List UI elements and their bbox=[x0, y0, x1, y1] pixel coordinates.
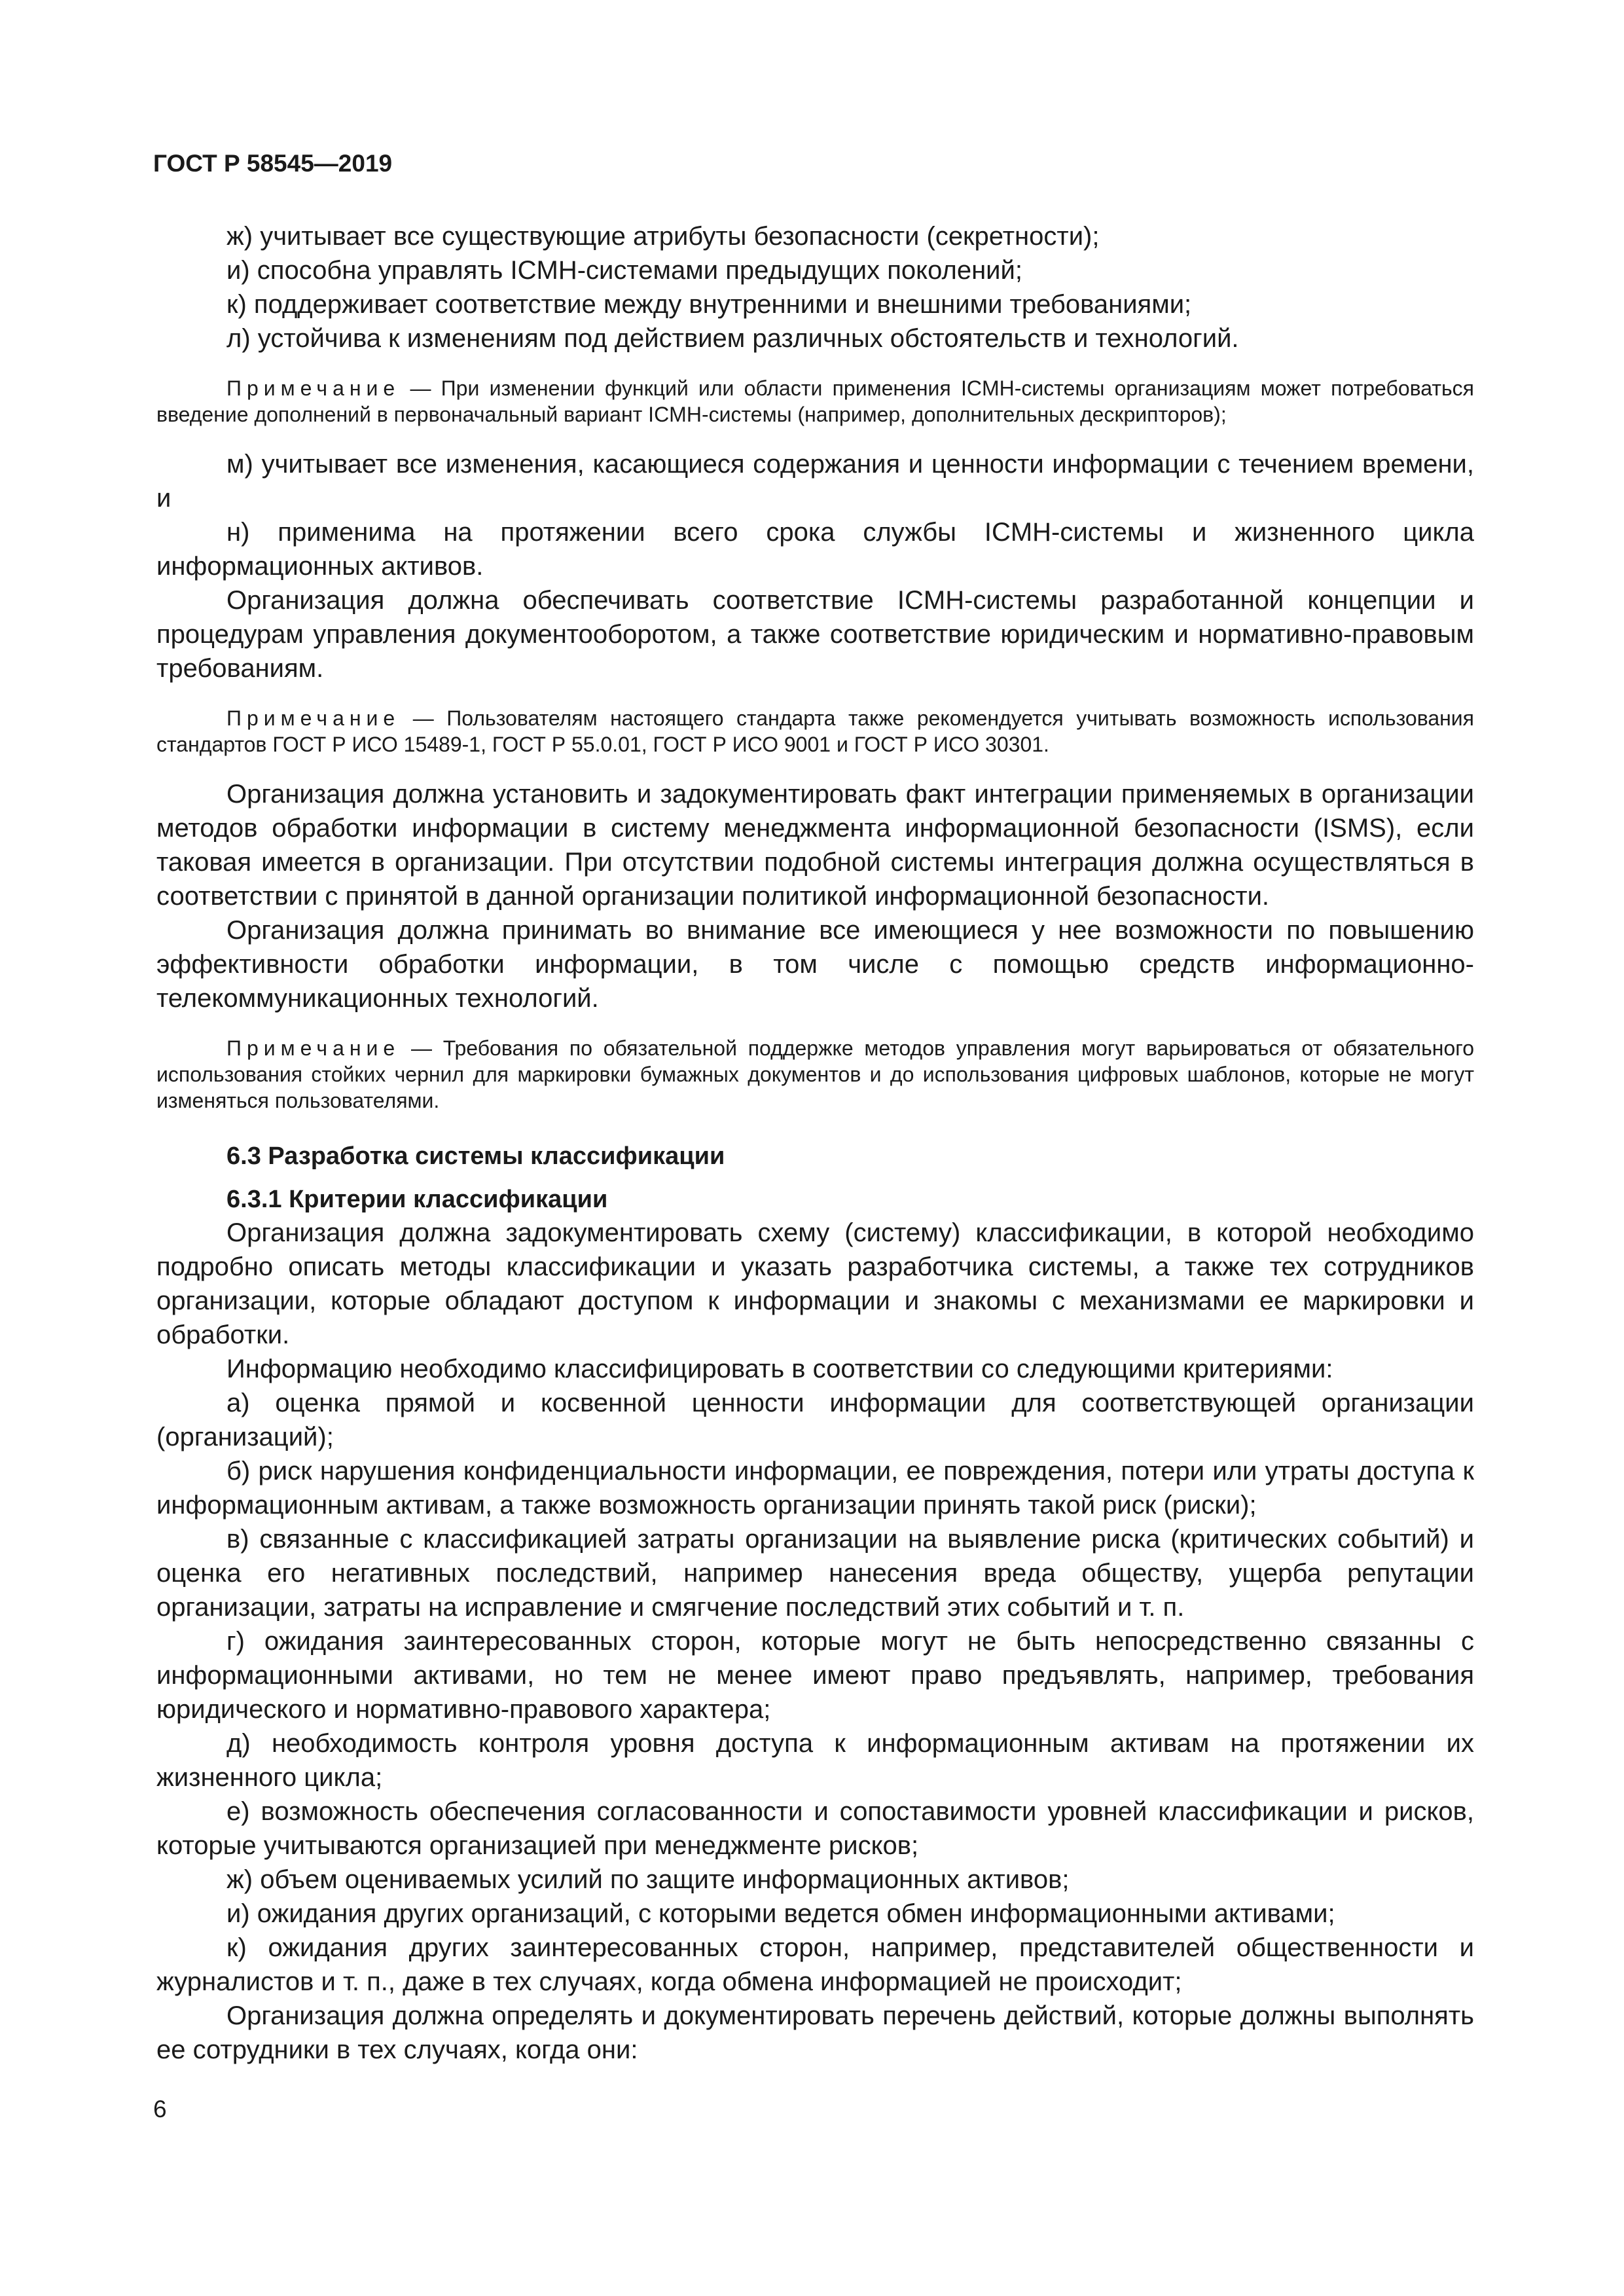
list-item: ж) объем оцениваемых усилий по защите информационных активов; bbox=[226, 1865, 1070, 1894]
note-label: Примечание bbox=[226, 376, 401, 400]
list-item: г) ожидания заинтересованных сторон, которые могут не быть непосредственно связанны с информационными активами, но тем не менее имеют право предъявлять, например, требования юридического и нормативно-правового характера; bbox=[156, 1627, 1474, 1724]
running-header: ГОСТ Р 58545—2019 bbox=[153, 150, 393, 177]
list-item: к) ожидания других заинтересованных сторон, например, представителей общественности и журналистов и т. п., даже в тех случаях, когда обмена информацией не происходит; bbox=[156, 1933, 1474, 1996]
list-item: н) применима на протяжении всего срока службы ICMH-системы и жизненного цикла информационных активов. bbox=[156, 518, 1474, 581]
paragraph: Организация должна определять и документировать перечень действий, которые должны выполнять ее сотрудники в тех случаях, когда они: bbox=[156, 2001, 1474, 2064]
note-3 bbox=[156, 1035, 1474, 1114]
list-item: б) риск нарушения конфиденциальности информации, ее повреждения, потери или утраты доступа к информационным активам, а также возможность организации принять такой риск (риски); bbox=[156, 1457, 1474, 1520]
paragraph: Информацию необходимо классифицировать в соответствии со следующими критериями: bbox=[226, 1355, 1333, 1383]
list-item: ж) учитывает все существующие атрибуты безопасности (секретности); bbox=[226, 222, 1100, 251]
paragraph: Организация должна задокументировать схему (систему) классификации, в которой необходимо подробно описать методы классификации и указать разработчика системы, а также тех сотрудников организации, которые обладают доступом к информации и знакомы с механизмами ее маркировки и обработки. bbox=[156, 1218, 1474, 1349]
note-text: — Требования по обязательной поддержке методов управления могут варьироваться от обязательного использования стойких чернил для маркировки бумажных документов и до использования цифровых шаблонов, которые не могут изменяться пользователями. bbox=[156, 1036, 1475, 1112]
note-text: — При изменении функций или области применения ICMH-системы организациям может потребоваться введение дополнений в первоначальный вариант ICMH-системы (например, дополнительных дескрипторов); bbox=[156, 376, 1475, 426]
list-item: а) оценка прямой и косвенной ценности информации для соответствующей организации (организаций); bbox=[156, 1389, 1474, 1451]
list-item: л) устойчива к изменениям под действием различных обстоятельств и технологий. bbox=[226, 324, 1239, 353]
page-number: 6 bbox=[153, 2096, 167, 2123]
subsection-heading: 6.3.1 Критерии классификации bbox=[226, 1186, 608, 1213]
note-text: — Пользователям настоящего стандарта также рекомендуется учитывать возможность использования стандартов ГОСТ Р ИСО 15489-1, ГОСТ Р 55.0.01, ГОСТ Р ИСО 9001 и ГОСТ Р ИСО 30301. bbox=[156, 706, 1475, 756]
page-body bbox=[156, 219, 1474, 2067]
list-item: м) учитывает все изменения, касающиеся содержания и ценности информации с течением времени, и bbox=[156, 450, 1474, 513]
list-item: к) поддерживает соответствие между внутренними и внешними требованиями; bbox=[226, 290, 1192, 319]
list-item: д) необходимость контроля уровня доступа к информационным активам на протяжении их жизненного цикла; bbox=[156, 1729, 1474, 1792]
note-2 bbox=[156, 705, 1474, 757]
list-item: в) связанные с классификацией затраты организации на выявление риска (критических событий) и оценка его негативных последствий, например нанесения вреда обществу, ущерба репутации организации, затраты на исправление и смягчение последствий этих событий и т. п. bbox=[156, 1525, 1474, 1622]
list-item: и) способна управлять ICMH-системами предыдущих поколений; bbox=[226, 256, 1022, 285]
paragraph: Организация должна обеспечивать соответствие ICMH-системы разработанной концепции и процедурам управления документооборотом, а также соответствие юридическим и нормативно-правовым требованиям. bbox=[156, 586, 1474, 683]
list-item: и) ожидания других организаций, с которыми ведется обмен информационными активами; bbox=[226, 1899, 1335, 1928]
note-label: Примечание bbox=[226, 706, 401, 730]
note-label: Примечание bbox=[226, 1036, 401, 1060]
list-item: е) возможность обеспечения согласованности и сопоставимости уровней классификации и рисков, которые учитываются организацией при менеджменте рисков; bbox=[156, 1797, 1474, 1860]
note-1 bbox=[156, 375, 1474, 428]
paragraph: Организация должна установить и задокументировать факт интеграции применяемых в организации методов обработки информации в систему менеджмента информационной безопасности (ISMS), если таковая имеется в организации. При отсутствии подобной системы интеграция должна осуществляться в соответствии с принятой в данной организации политикой информационной безопасности. bbox=[156, 780, 1474, 911]
section-heading: 6.3 Разработка системы классификации bbox=[226, 1142, 725, 1170]
paragraph: Организация должна принимать во внимание все имеющиеся у нее возможности по повышению эффективности обработки информации, в том числе с помощью средств информационно-телекоммуникационных технологий. bbox=[156, 916, 1474, 1013]
